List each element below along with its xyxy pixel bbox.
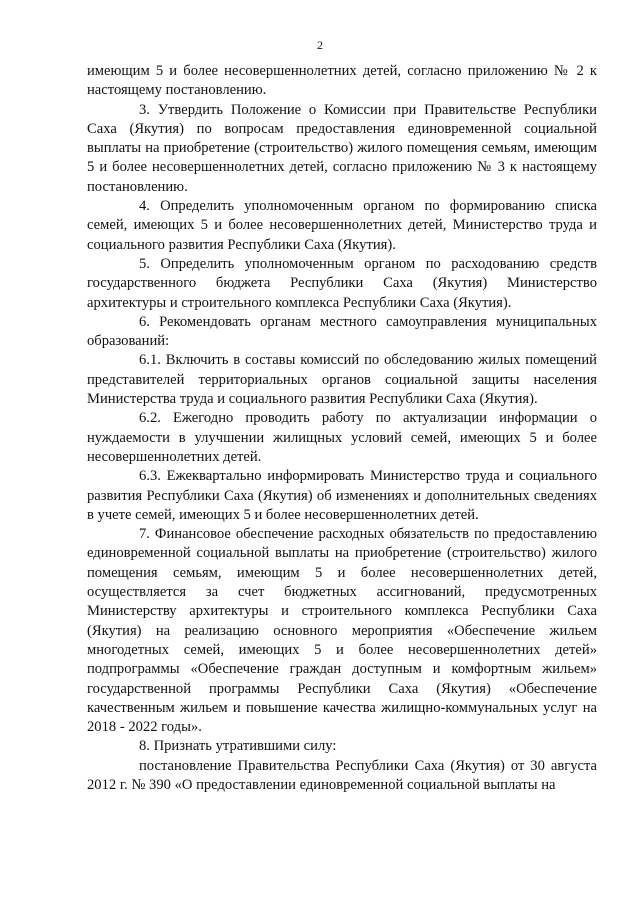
- paragraph-item-5: 5. Определить уполномоченным органом по расходованию средств государственного бюджета Республики Саха (Якутия) Министерство архитектуры и строительного комплекса Республики Саха (Якутия).: [87, 255, 597, 311]
- paragraph-continuation: имеющим 5 и более несовершеннолетних детей, согласно приложению № 2 к настоящему постановлению.: [87, 63, 597, 99]
- paragraph-item-6-2: 6.2. Ежегодно проводить работу по актуализации информации о нуждаемости в улучшении жилищных условий семей, имеющих 5 и более несовершеннолетних детей.: [87, 410, 597, 465]
- paragraph-item-3: 3. Утвердить Положение о Комиссии при Правительстве Республики Саха (Якутия) по вопросам предоставления единовременной социальной выплаты на приобретение (строительство) жилого помещения семьям, имеющим 5 и более несовершеннолетних детей, согласно приложению № 3 к настоящему постановлению.: [87, 101, 597, 195]
- paragraph-item-8: 8. Признать утратившими силу:: [139, 738, 337, 755]
- paragraph-item-4: 4. Определить уполномоченным органом по формированию списка семей, имеющих 5 и более несовершеннолетних детей, Министерство труда и социального развития Республики Саха (Якутия).: [87, 198, 597, 253]
- paragraph-item-6: 6. Рекомендовать органам местного самоуправления муниципальных образований:: [87, 313, 597, 350]
- document-body: [87, 62, 597, 795]
- page-number: 2: [317, 38, 323, 52]
- paragraph-repealed-act: постановление Правительства Республики Саха (Якутия) от 30 августа 2012 г. № 390 «О предоставлении единовременной социальной выплаты на: [87, 757, 597, 793]
- paragraph-item-6-3: 6.3. Ежеквартально информировать Министерство труда и социального развития Республики Саха (Якутия) об изменениях и дополнительных сведениях в учете семей, имеющих 5 и более несовершеннолетних детей.: [87, 468, 597, 523]
- paragraph-item-7: 7. Финансовое обеспечение расходных обязательств по предоставлению единовременной социальной выплаты на приобретение (строительство) жилого помещения семьям, имеющим 5 и более несовершеннолетних детей, осуществляется за счет бюджетных ассигнований, предусмотренных Министерству архитектуры и строительного комплекса Республики Саха (Якутия) на реализацию основного мероприятия «Обеспечение жильем многодетных семей, имеющих 5 и более несовершеннолетних детей» подпрограммы «Обеспечение граждан доступным и комфортным жильем» государственной программы Республики Саха (Якутия) «Обеспечение качественным жильем и повышение качества жилищно-коммунальных услуг на 2018 - 2022 годы».: [87, 526, 597, 736]
- paragraph-item-6-1: 6.1. Включить в составы комиссий по обследованию жилых помещений представителей территориальных органов социальной защиты населения Министерства труда и социального развития Республики Саха (Якутия).: [87, 352, 597, 408]
